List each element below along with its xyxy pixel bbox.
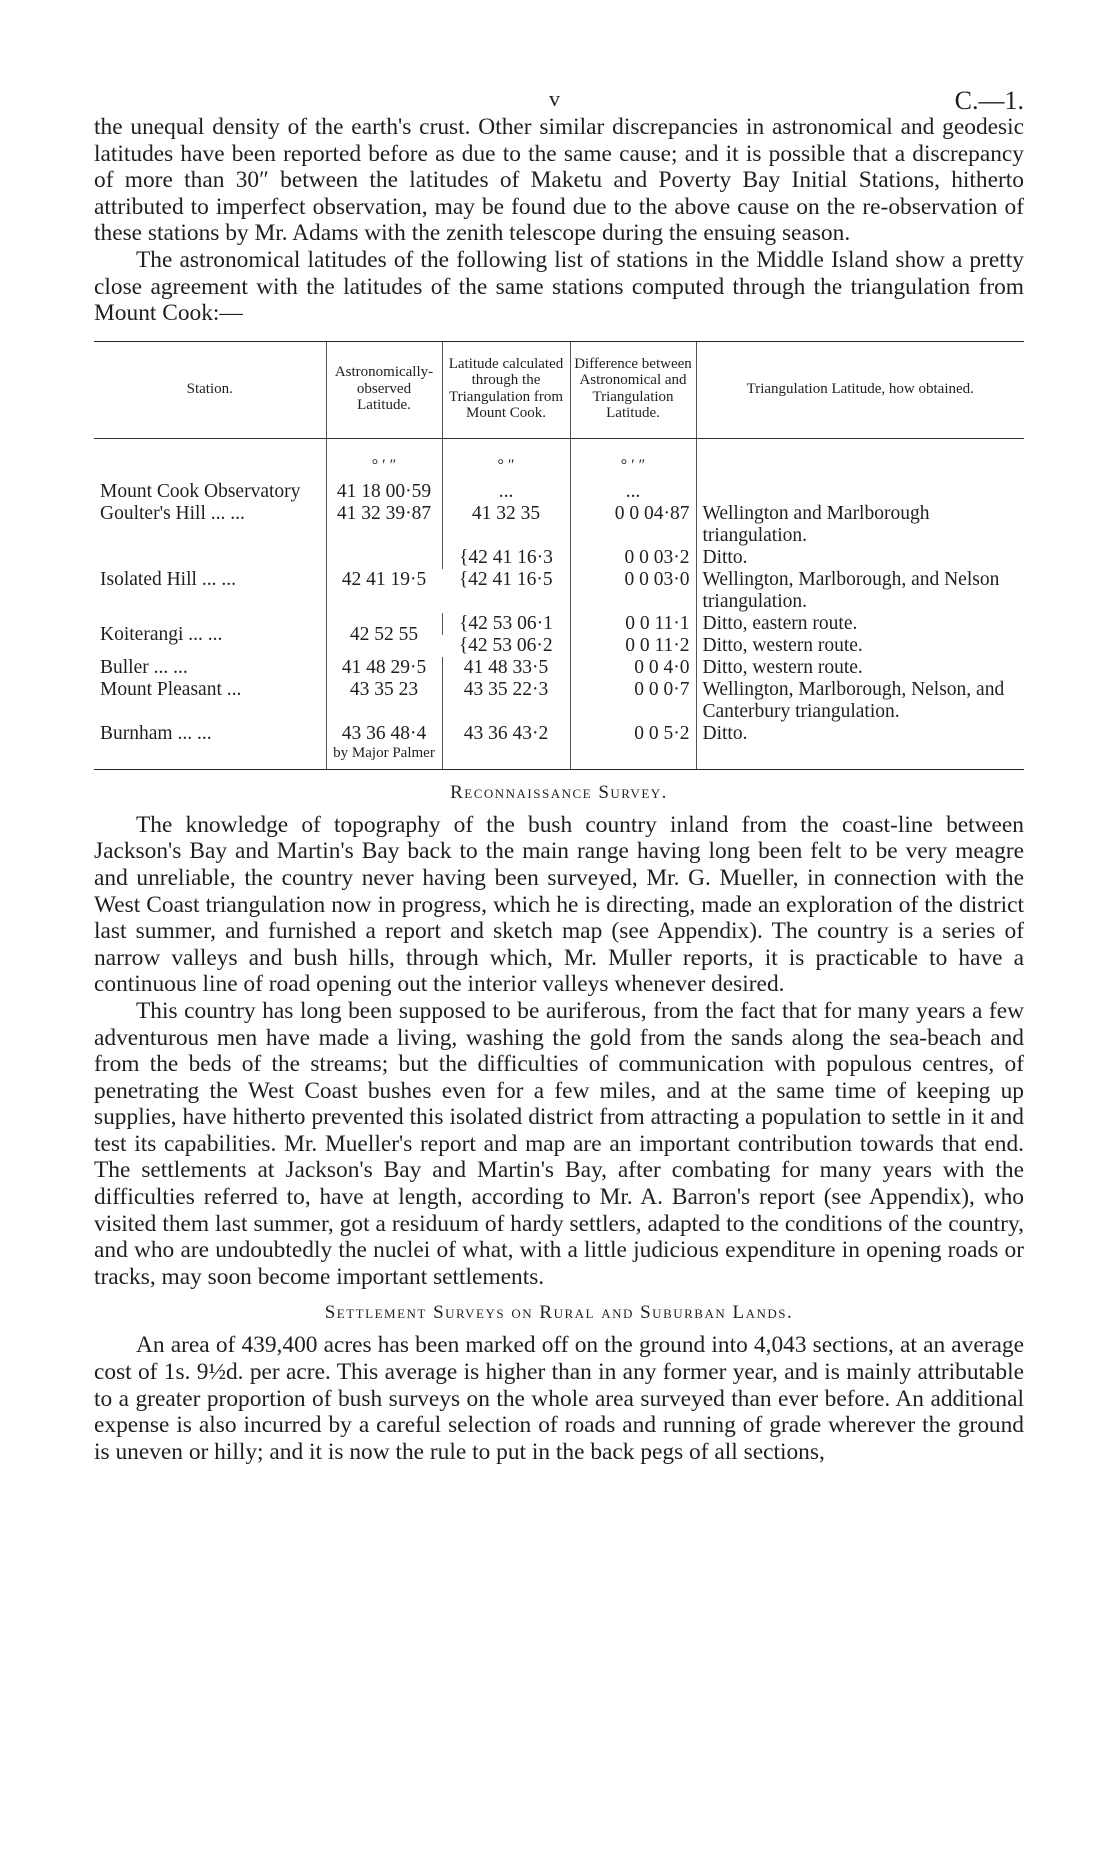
calculated-cell: 43 36 43·2 <box>442 723 570 769</box>
station-cell: Koiterangi ... ... <box>100 623 223 645</box>
how-obtained-cell: Ditto, western route. <box>696 635 1024 657</box>
difference-cell: 0 0 03·0 <box>570 569 696 613</box>
intro-paragraph-1: the unequal density of the earth's crust. Other similar discrepancies in astronomical and geodesic latitudes have been reported before as due to the same cause; and it is possible that a discrepancy of more than 30″ between the latitudes of Maketu and Poverty Bay Initial Stations, hitherto attributed to imperfect observation, may be found due to the above cause on the re-observation of these stations by Mr. Adams with the zenith telescope during the ensuing season. <box>94 114 1024 247</box>
calculated-cell: {42 41 16·3 <box>442 547 570 569</box>
calculated-cell: {42 53 06·2 <box>458 634 553 656</box>
difference-cell: 0 0 03·2 <box>570 547 696 569</box>
table-row <box>94 503 1024 547</box>
difference-cell: 0 0 5·2 <box>570 723 696 769</box>
how-obtained-cell: Ditto. <box>696 547 1024 569</box>
intro-paragraph-2: The astronomical latitudes of the following list of stations in the Middle Island show a pretty close agreement with the latitudes of the same stations computed through the triangulation from Mount Cook:— <box>94 246 1024 327</box>
difference-cell: 0 0 04·87 <box>570 503 696 547</box>
astronomical-cell: 43 35 23 <box>326 679 442 723</box>
station-cell: Mount Cook Observatory <box>100 480 301 502</box>
table-row <box>94 657 1024 679</box>
astronomical-cell: 41 32 39·87 <box>326 503 442 547</box>
how-obtained-cell: Ditto, western route. <box>696 657 1024 679</box>
reconnaissance-paragraph-1: The knowledge of topography of the bush country inland from the coast-line between Jackson's Bay and Martin's Bay back to the main range having long been felt to be very meagre and unreliable, the country never having been surveyed, Mr. G. Mueller, in connection with the West Coast triangulation now in progress, which he is directing, made an exploration of the district last summer, and furnished a report and sketch map (see Appendix). The country is a series of narrow valleys and bush hills, through which, Mr. Muller reports, it is practicable to have a continuous line of road opening out the interior valleys whenever desired. <box>94 811 1024 998</box>
header-astronomical: Astronomically-observed Latitude. <box>326 342 442 439</box>
station-cell: Burnham ... ... <box>100 722 212 744</box>
document-page <box>94 70 1024 1465</box>
astronomical-value: 43 36 48·4 <box>341 722 427 744</box>
calculated-cell: 43 35 22·3 <box>442 679 570 723</box>
calculated-cell: {42 53 06·1 <box>442 613 570 635</box>
table-row <box>94 481 1024 503</box>
calculated-cell: 41 32 35 <box>442 503 570 547</box>
page-number: v <box>549 86 560 111</box>
station-cell: Buller ... ... <box>100 656 188 678</box>
reconnaissance-paragraph-2: This country has long been supposed to be auriferous, from the fact that for many years a few adventurous men have made a living, washing the gold from the sands along the sea-beach and from the beds of the streams; but the difficulties of communication with populous centres, of penetrating the West Coast bushes even for a few miles, and at the same time of keeping up supplies, have hitherto prevented this isolated district from attracting a population to settle in it and test its capabilities. Mr. Mueller's report and map are an important contribution towards that end. The settlements at Jackson's Bay and Martin's Bay, after combating for many years with the difficulties referred to, have at length, according to Mr. A. Barron's report (see Appendix), who visited them last summer, got a residuum of hardy settlers, adapted to the conditions of the country, and who are undoubtedly the nuclei of what, with a little judicious expenditure in opening roads or tracks, may soon become important settlements. <box>94 997 1024 1290</box>
header-station: Station. <box>94 342 326 439</box>
calculated-cell: 41 48 33·5 <box>442 657 570 679</box>
how-obtained-cell: Wellington and Marlborough triangulation. <box>696 503 1024 547</box>
how-obtained-cell: Ditto. <box>696 723 1024 769</box>
table-row <box>94 679 1024 723</box>
calculated-cell: ... <box>442 481 570 503</box>
table-row <box>94 547 1024 569</box>
table-row <box>94 613 1024 635</box>
difference-cell: 0 0 0·7 <box>570 679 696 723</box>
section-title-settlement-surveys: Settlement Surveys on Rural and Suburban Lands. <box>324 1302 794 1324</box>
astronomical-cell: 42 52 55 <box>326 613 442 657</box>
astronomical-cell: 41 18 00·59 <box>326 481 442 503</box>
units-row <box>94 438 1024 481</box>
station-cell: Mount Pleasant ... <box>100 678 242 700</box>
document-code: C.—1. <box>954 86 1024 115</box>
difference-cell: 0 0 4·0 <box>570 657 696 679</box>
how-obtained-cell <box>696 481 1024 503</box>
header-calculated: Latitude calculated through the Triangulation from Mount Cook. <box>442 342 570 439</box>
header-how-obtained: Triangulation Latitude, how obtained. <box>696 342 1024 439</box>
units-astronomical: ° ′ ″ <box>326 438 442 481</box>
astronomical-cell: 41 48 29·5 <box>326 657 442 679</box>
astronomical-cell: 42 41 19·5 <box>326 547 442 613</box>
units-difference: ° ′ ″ <box>570 438 696 481</box>
calculated-cell: {42 41 16·5 <box>458 568 553 590</box>
table-row <box>94 723 1024 769</box>
astronomical-cell <box>326 723 442 769</box>
how-obtained-cell: Ditto, eastern route. <box>696 613 1024 635</box>
difference-cell: 0 0 11·1 <box>570 613 696 635</box>
how-obtained-cell: Wellington, Marlborough, and Nelson triangulation. <box>696 569 1024 613</box>
difference-cell: 0 0 11·2 <box>570 635 696 657</box>
units-calculated: ° ″ <box>442 438 570 481</box>
header-difference: Difference between Astronomical and Triangulation Latitude. <box>570 342 696 439</box>
station-cell: Isolated Hill ... ... <box>100 568 236 590</box>
settlement-paragraph-1: An area of 439,400 acres has been marked off on the ground into 4,043 sections, at an average cost of 1s. 9½d. per acre. This average is higher than in any former year, and is mainly attributable to a greater proportion of bush surveys on the whole area surveyed than ever before. An additional expense is also incurred by a careful selection of roads and running of grade wherever the ground is uneven or hilly; and it is now the rule to put in the back pegs of all sections, <box>94 1332 1024 1465</box>
page-header <box>94 70 1024 114</box>
station-cell: Goulter's Hill ... ... <box>100 502 245 524</box>
observer-note: by Major Palmer <box>333 744 435 761</box>
latitude-table-wrapper <box>94 341 1024 770</box>
table-header-row <box>94 342 1024 439</box>
section-title-reconnaissance: Reconnaissance Survey. <box>450 781 668 803</box>
how-obtained-cell: Wellington, Marlborough, Nelson, and Canterbury triangulation. <box>696 679 1024 723</box>
difference-cell: ... <box>570 481 696 503</box>
latitude-table <box>94 342 1024 769</box>
